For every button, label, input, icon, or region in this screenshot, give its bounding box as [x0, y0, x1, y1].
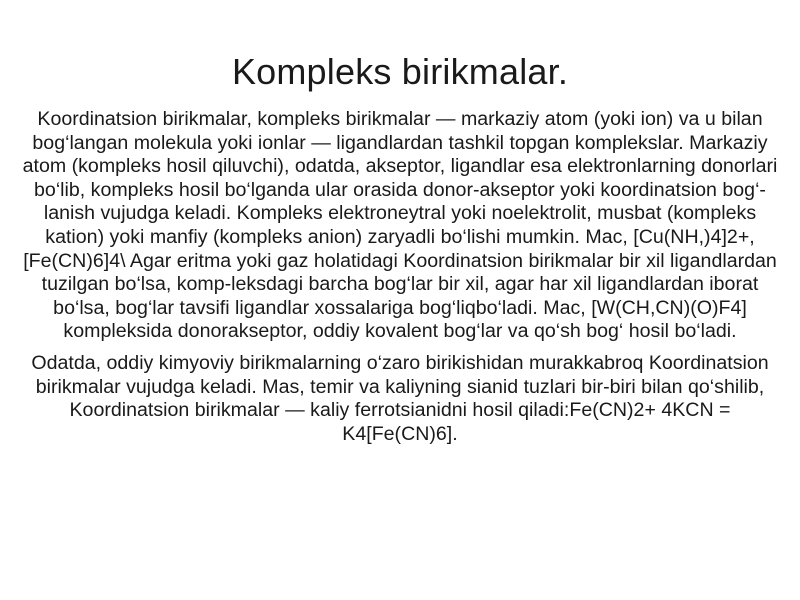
slide-body — [22, 108, 778, 446]
paragraph-koordinatsion-birikmalar: Koordinatsion birikmalar, kompleks birikmalar — markaziy atom (yoki ion) va u bilan bog‘langan molekula yoki ionlar — ligandlardan tashkil topgan komplekslar. Markaziy atom (kompleks hosil qiluvchi), odatda, akseptor, ligandlar esa elektronlarning donorlari bo‘lib, kompleks hosil bo‘lganda ular orasida donor-akseptor yoki koordinatsion bog‘-lanish vujudga keladi. Kompleks elektroneytral yoki noelektrolit, musbat (kompleks kation) yoki manfiy (kompleks anion) zaryadli bo‘lishi mumkin. Mac, [Cu(NH,)4]2+, [Fe(CN)6]4\ Agar eritma yoki gaz holatidagi Koordinatsion birikmalar bir xil ligandlardan tuzilgan bo‘lsa, komp-leksdagi barcha bog‘lar bir xil, agar har xil ligandlardan iborat bo‘lsa, bog‘lar tavsifi ligandlar xossalariga bog‘liqbo‘ladi. Mac, [W(CH,CN)(O)F4] kompleksida donorakseptor, oddiy kovalent bog‘lar va qo‘sh bog‘ hosil bo‘ladi. — [22, 108, 778, 343]
slide-title: Kompleks birikmalar. — [231, 51, 569, 92]
paragraph-odatda: Odatda, oddiy kimyoviy birikmalarning o‘zaro birikishidan murakkabroq Koordinatsion birikmalar vujudga keladi. Mas, temir va kaliyning sianid tuzlari bir-biri bilan qo‘shilib, Koordinatsion birikmalar — kaliy ferrotsianidni hosil qiladi:Fe(CN)2+ 4KCN = K4[Fe(CN)6]. — [31, 351, 769, 445]
